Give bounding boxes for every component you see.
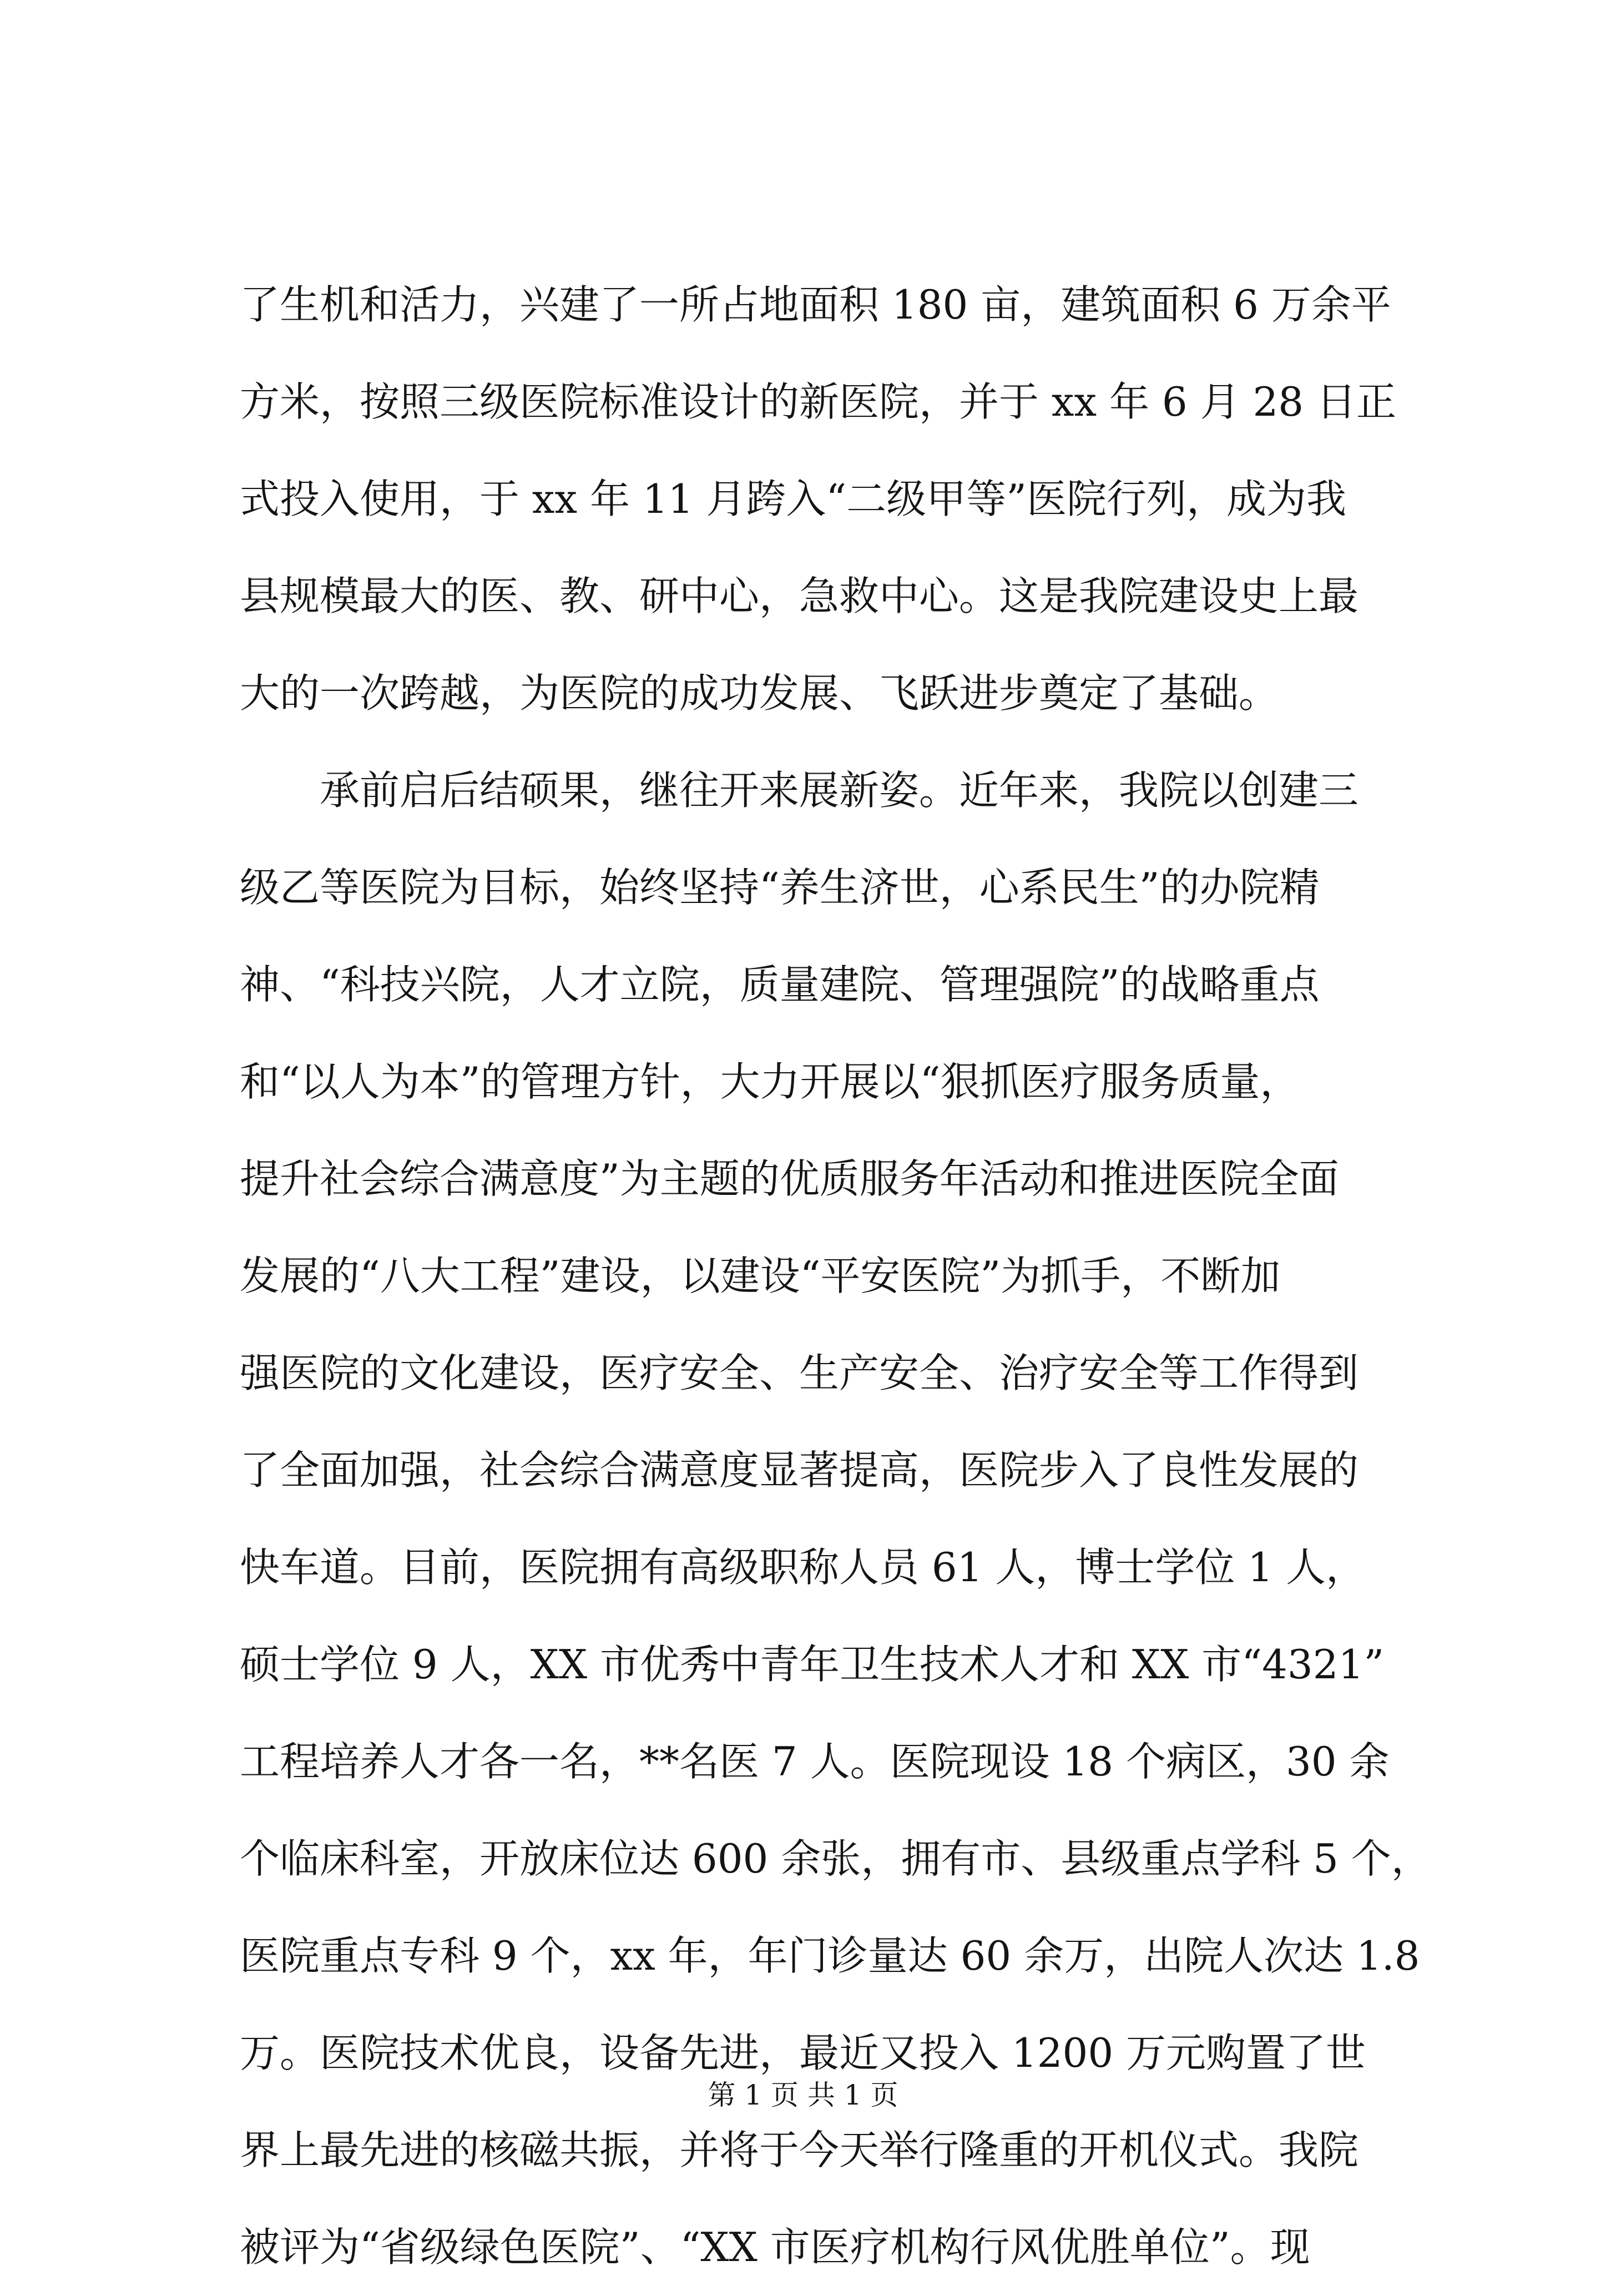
text-line: 大的一次跨越，为医院的成功发展、飞跃进步奠定了基础。: [240, 670, 1279, 716]
text-line: 强医院的文化建设，医疗安全、生产安全、治疗安全等工作得到: [240, 1350, 1359, 1396]
text-line: 县规模最大的医、教、研中心，急救中心。这是我院建设史上最: [240, 573, 1359, 619]
text-line: 神、“科技兴院，人才立院，质量建院、管理强院”的战略重点: [240, 961, 1320, 1008]
text-line: 了生机和活力，兴建了一所占地面积 180 亩，建筑面积 6 万余平: [240, 281, 1391, 328]
page-number-label: 第 1 页 共 1 页: [708, 2079, 898, 2111]
text-line: 硕士学位 9 人，XX 市优秀中青年卫生技术人才和 XX 市“4321”: [240, 1641, 1385, 1688]
text-line: 提升社会综合满意度”为主题的优质服务年活动和推进医院全面: [240, 1155, 1339, 1202]
text-line: 医院重点专科 9 个，xx 年，年门诊量达 60 余万，出院人次达 1.8: [240, 1932, 1420, 1979]
text-line: 方米，按照三级医院标准设计的新医院，并于 xx 年 6 月 28 日正: [240, 379, 1396, 425]
text-line: 发展的“八大工程”建设，以建设“平安医院”为抓手，不断加: [240, 1253, 1281, 1299]
text-line: 界上最先进的核磁共振，并将于今天举行隆重的开机仪式。我院: [240, 2127, 1359, 2173]
text-line: 了全面加强，社会综合满意度显著提高，医院步入了良性发展的: [240, 1447, 1359, 1493]
text-line: 个临床科室，开放床位达 600 余张，拥有市、县级重点学科 5 个，: [240, 1835, 1431, 1882]
text-line: 承前启后结硕果，继往开来展新姿。近年来，我院以创建三: [240, 767, 1359, 814]
text-line: 级乙等医院为目标，始终坚持“养生济世，心系民生”的办院精: [240, 864, 1320, 911]
text-line: 和“以人为本”的管理方针，大力开展以“狠抓医疗服务质量，: [240, 1058, 1300, 1105]
document-body: [240, 256, 1477, 2296]
text-line: 快车道。目前，医院拥有高级职称人员 61 人，博士学位 1 人，: [240, 1544, 1366, 1591]
text-line: 工程培养人才各一名，**名医 7 人。医院现设 18 个病区，30 余: [240, 1738, 1390, 1785]
text-line: 被评为“省级绿色医院”、“XX 市医疗机构行风优胜单位”。现: [240, 2224, 1310, 2270]
page-footer: [0, 2076, 1606, 2115]
text-line: 式投入使用，于 xx 年 11 月跨入“二级甲等”医院行列，成为我: [240, 476, 1346, 522]
text-line: 万。医院技术优良，设备先进，最近又投入 1200 万元购置了世: [240, 2030, 1366, 2076]
